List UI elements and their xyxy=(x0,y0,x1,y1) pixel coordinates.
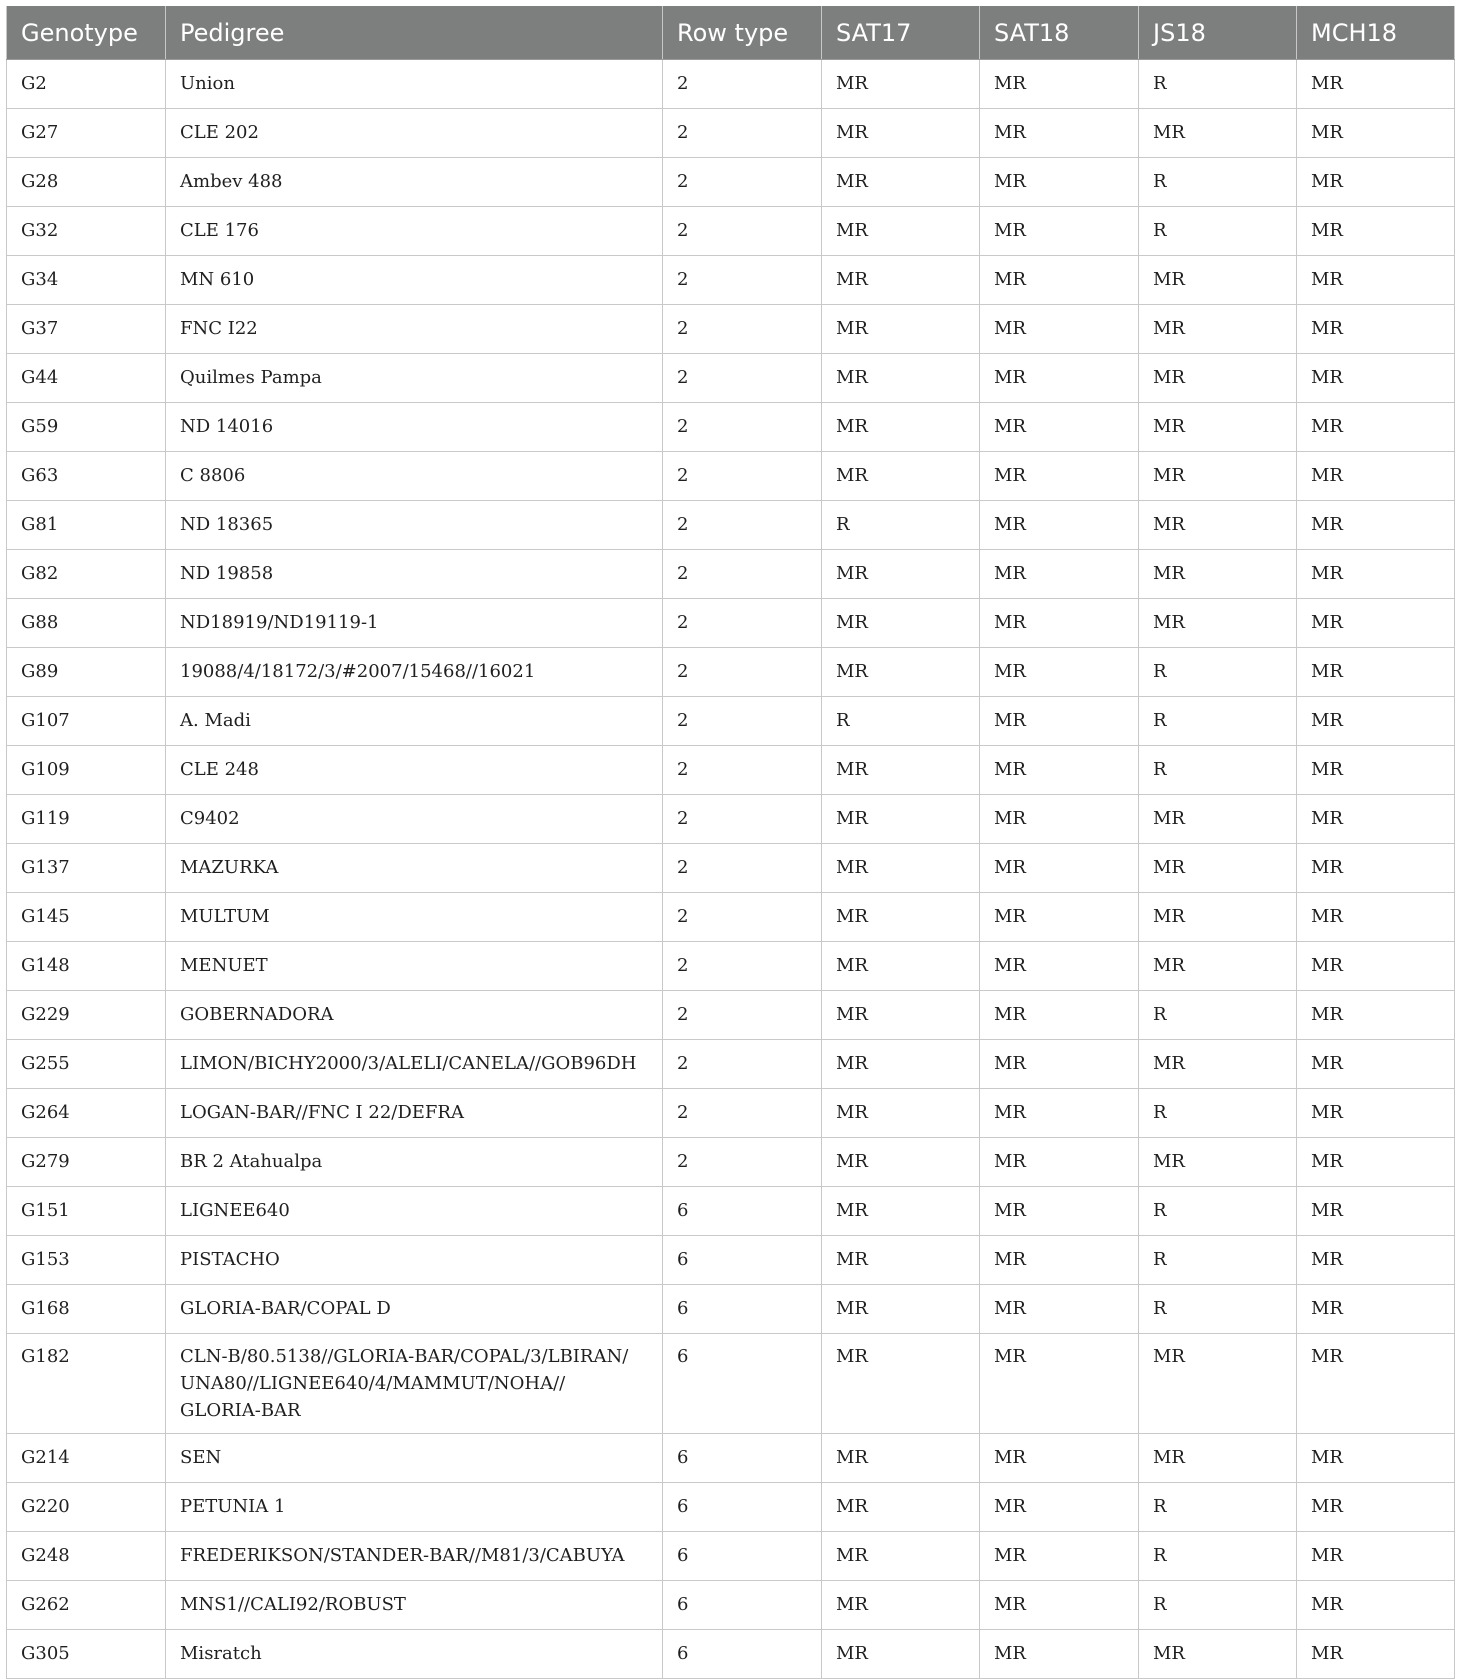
cell-row-type: 2 xyxy=(663,795,822,844)
table-header-row xyxy=(7,6,1455,60)
cell-sat17: MR xyxy=(822,207,980,256)
cell-mch18: MR xyxy=(1297,1089,1455,1138)
table-row xyxy=(7,1532,1455,1581)
cell-sat18: MR xyxy=(980,1138,1139,1187)
cell-genotype: G305 xyxy=(7,1630,166,1679)
cell-pedigree: LIMON/BICHY2000/3/ALELI/CANELA//GOB96DH xyxy=(166,1040,663,1089)
cell-pedigree: C9402 xyxy=(166,795,663,844)
cell-sat17: MR xyxy=(822,942,980,991)
cell-row-type: 6 xyxy=(663,1334,822,1434)
cell-sat17: MR xyxy=(822,1285,980,1334)
table-row xyxy=(7,1285,1455,1334)
table-row xyxy=(7,1630,1455,1679)
cell-mch18: MR xyxy=(1297,60,1455,109)
cell-pedigree: MENUET xyxy=(166,942,663,991)
table-row xyxy=(7,1040,1455,1089)
cell-js18: MR xyxy=(1139,1334,1297,1434)
cell-pedigree: CLE 202 xyxy=(166,109,663,158)
cell-pedigree: MNS1//CALI92/ROBUST xyxy=(166,1581,663,1630)
cell-sat17: MR xyxy=(822,305,980,354)
cell-sat18: MR xyxy=(980,1236,1139,1285)
header-sat18: SAT18 xyxy=(980,6,1139,60)
cell-js18: MR xyxy=(1139,256,1297,305)
cell-pedigree: FNC I22 xyxy=(166,305,663,354)
table-row xyxy=(7,1236,1455,1285)
table-row xyxy=(7,158,1455,207)
cell-js18: MR xyxy=(1139,1434,1297,1483)
cell-pedigree: ND 18365 xyxy=(166,501,663,550)
cell-mch18: MR xyxy=(1297,1581,1455,1630)
cell-sat18: MR xyxy=(980,1334,1139,1434)
table-row xyxy=(7,991,1455,1040)
cell-mch18: MR xyxy=(1297,158,1455,207)
cell-sat17: MR xyxy=(822,109,980,158)
cell-row-type: 6 xyxy=(663,1285,822,1334)
cell-mch18: MR xyxy=(1297,795,1455,844)
cell-row-type: 2 xyxy=(663,256,822,305)
cell-row-type: 2 xyxy=(663,648,822,697)
table-row xyxy=(7,452,1455,501)
header-genotype: Genotype xyxy=(7,6,166,60)
cell-js18: R xyxy=(1139,697,1297,746)
table-row xyxy=(7,207,1455,256)
pedigree-line: GLORIA-BAR xyxy=(180,1400,301,1421)
cell-row-type: 6 xyxy=(663,1483,822,1532)
cell-js18: R xyxy=(1139,1187,1297,1236)
cell-js18: R xyxy=(1139,1236,1297,1285)
table-row xyxy=(7,746,1455,795)
cell-genotype: G28 xyxy=(7,158,166,207)
cell-pedigree: Ambev 488 xyxy=(166,158,663,207)
table-row xyxy=(7,697,1455,746)
cell-genotype: G168 xyxy=(7,1285,166,1334)
cell-sat18: MR xyxy=(980,942,1139,991)
table-row xyxy=(7,109,1455,158)
cell-sat18: MR xyxy=(980,452,1139,501)
cell-sat17: MR xyxy=(822,256,980,305)
table-row xyxy=(7,1089,1455,1138)
cell-sat17: MR xyxy=(822,1138,980,1187)
cell-mch18: MR xyxy=(1297,109,1455,158)
cell-js18: MR xyxy=(1139,795,1297,844)
cell-js18: MR xyxy=(1139,893,1297,942)
cell-js18: R xyxy=(1139,158,1297,207)
cell-genotype: G220 xyxy=(7,1483,166,1532)
cell-sat17: MR xyxy=(822,991,980,1040)
cell-mch18: MR xyxy=(1297,844,1455,893)
cell-sat18: MR xyxy=(980,599,1139,648)
cell-sat18: MR xyxy=(980,550,1139,599)
cell-sat17: MR xyxy=(822,1581,980,1630)
header-js18: JS18 xyxy=(1139,6,1297,60)
cell-mch18: MR xyxy=(1297,1236,1455,1285)
cell-sat18: MR xyxy=(980,207,1139,256)
cell-sat18: MR xyxy=(980,991,1139,1040)
cell-js18: MR xyxy=(1139,501,1297,550)
cell-row-type: 2 xyxy=(663,1138,822,1187)
cell-sat17: MR xyxy=(822,746,980,795)
cell-sat17: MR xyxy=(822,1483,980,1532)
cell-genotype: G255 xyxy=(7,1040,166,1089)
pedigree-line: UNA80//LIGNEE640/4/MAMMUT/NOHA// xyxy=(180,1373,566,1394)
resistance-table-container xyxy=(6,6,1454,1679)
cell-pedigree: MAZURKA xyxy=(166,844,663,893)
cell-genotype: G151 xyxy=(7,1187,166,1236)
cell-row-type: 6 xyxy=(663,1581,822,1630)
cell-sat18: MR xyxy=(980,354,1139,403)
cell-js18: R xyxy=(1139,207,1297,256)
cell-row-type: 2 xyxy=(663,1089,822,1138)
cell-js18: MR xyxy=(1139,403,1297,452)
cell-genotype: G81 xyxy=(7,501,166,550)
cell-pedigree: LIGNEE640 xyxy=(166,1187,663,1236)
cell-row-type: 2 xyxy=(663,550,822,599)
cell-pedigree: ND18919/ND19119-1 xyxy=(166,599,663,648)
cell-row-type: 2 xyxy=(663,305,822,354)
cell-sat18: MR xyxy=(980,501,1139,550)
cell-genotype: G248 xyxy=(7,1532,166,1581)
cell-js18: R xyxy=(1139,1285,1297,1334)
header-mch18: MCH18 xyxy=(1297,6,1455,60)
cell-mch18: MR xyxy=(1297,550,1455,599)
cell-sat17: MR xyxy=(822,1040,980,1089)
cell-row-type: 6 xyxy=(663,1236,822,1285)
cell-genotype: G182 xyxy=(7,1334,166,1434)
cell-pedigree: SEN xyxy=(166,1434,663,1483)
cell-js18: R xyxy=(1139,1532,1297,1581)
table-body xyxy=(7,60,1455,1679)
cell-js18: R xyxy=(1139,1581,1297,1630)
cell-js18: R xyxy=(1139,1483,1297,1532)
cell-pedigree: Quilmes Pampa xyxy=(166,354,663,403)
cell-js18: MR xyxy=(1139,1630,1297,1679)
cell-row-type: 2 xyxy=(663,991,822,1040)
cell-genotype: G214 xyxy=(7,1434,166,1483)
cell-sat17: MR xyxy=(822,158,980,207)
header-pedigree: Pedigree xyxy=(166,6,663,60)
cell-pedigree: LOGAN-BAR//FNC I 22/DEFRA xyxy=(166,1089,663,1138)
cell-row-type: 2 xyxy=(663,452,822,501)
cell-mch18: MR xyxy=(1297,893,1455,942)
cell-pedigree xyxy=(166,1334,663,1434)
cell-row-type: 2 xyxy=(663,1040,822,1089)
cell-row-type: 6 xyxy=(663,1187,822,1236)
cell-sat18: MR xyxy=(980,158,1139,207)
cell-sat18: MR xyxy=(980,305,1139,354)
table-row xyxy=(7,1581,1455,1630)
cell-mch18: MR xyxy=(1297,648,1455,697)
cell-row-type: 6 xyxy=(663,1532,822,1581)
cell-pedigree: GOBERNADORA xyxy=(166,991,663,1040)
cell-pedigree: BR 2 Atahualpa xyxy=(166,1138,663,1187)
cell-genotype: G153 xyxy=(7,1236,166,1285)
cell-sat18: MR xyxy=(980,893,1139,942)
cell-mch18: MR xyxy=(1297,403,1455,452)
cell-row-type: 2 xyxy=(663,403,822,452)
cell-sat17: MR xyxy=(822,550,980,599)
cell-sat18: MR xyxy=(980,795,1139,844)
table-row xyxy=(7,501,1455,550)
cell-sat18: MR xyxy=(980,746,1139,795)
cell-pedigree: MN 610 xyxy=(166,256,663,305)
header-sat17: SAT17 xyxy=(822,6,980,60)
cell-js18: R xyxy=(1139,746,1297,795)
resistance-table xyxy=(6,6,1455,1679)
cell-sat17: MR xyxy=(822,403,980,452)
table-row xyxy=(7,1138,1455,1187)
cell-sat18: MR xyxy=(980,1581,1139,1630)
cell-sat18: MR xyxy=(980,256,1139,305)
cell-mch18: MR xyxy=(1297,256,1455,305)
cell-row-type: 2 xyxy=(663,158,822,207)
cell-sat18: MR xyxy=(980,1040,1139,1089)
cell-pedigree: C 8806 xyxy=(166,452,663,501)
cell-sat18: MR xyxy=(980,844,1139,893)
cell-mch18: MR xyxy=(1297,599,1455,648)
cell-js18: R xyxy=(1139,991,1297,1040)
table-row xyxy=(7,1483,1455,1532)
cell-sat18: MR xyxy=(980,1285,1139,1334)
cell-row-type: 2 xyxy=(663,942,822,991)
table-row xyxy=(7,305,1455,354)
cell-sat17: MR xyxy=(822,844,980,893)
cell-sat17: MR xyxy=(822,354,980,403)
cell-sat17: MR xyxy=(822,1630,980,1679)
cell-mch18: MR xyxy=(1297,697,1455,746)
table-row xyxy=(7,844,1455,893)
cell-sat18: MR xyxy=(980,60,1139,109)
cell-pedigree: Misratch xyxy=(166,1630,663,1679)
cell-row-type: 6 xyxy=(663,1630,822,1679)
cell-pedigree: FREDERIKSON/STANDER-BAR//M81/3/CABUYA xyxy=(166,1532,663,1581)
cell-pedigree: A. Madi xyxy=(166,697,663,746)
cell-genotype: G229 xyxy=(7,991,166,1040)
cell-sat17: R xyxy=(822,697,980,746)
cell-genotype: G37 xyxy=(7,305,166,354)
cell-js18: MR xyxy=(1139,942,1297,991)
cell-pedigree: PISTACHO xyxy=(166,1236,663,1285)
cell-js18: R xyxy=(1139,648,1297,697)
cell-row-type: 2 xyxy=(663,844,822,893)
cell-genotype: G44 xyxy=(7,354,166,403)
table-row xyxy=(7,893,1455,942)
cell-genotype: G145 xyxy=(7,893,166,942)
cell-js18: MR xyxy=(1139,599,1297,648)
table-row xyxy=(7,599,1455,648)
cell-pedigree: MULTUM xyxy=(166,893,663,942)
cell-sat18: MR xyxy=(980,403,1139,452)
cell-genotype: G279 xyxy=(7,1138,166,1187)
cell-js18: MR xyxy=(1139,1040,1297,1089)
cell-row-type: 2 xyxy=(663,893,822,942)
cell-genotype: G27 xyxy=(7,109,166,158)
cell-mch18: MR xyxy=(1297,501,1455,550)
table-row xyxy=(7,256,1455,305)
cell-pedigree: CLE 248 xyxy=(166,746,663,795)
cell-mch18: MR xyxy=(1297,1630,1455,1679)
cell-genotype: G82 xyxy=(7,550,166,599)
cell-mch18: MR xyxy=(1297,207,1455,256)
cell-js18: MR xyxy=(1139,844,1297,893)
cell-genotype: G59 xyxy=(7,403,166,452)
cell-genotype: G89 xyxy=(7,648,166,697)
cell-sat17: R xyxy=(822,501,980,550)
cell-row-type: 2 xyxy=(663,599,822,648)
cell-row-type: 2 xyxy=(663,354,822,403)
cell-js18: MR xyxy=(1139,305,1297,354)
table-row xyxy=(7,942,1455,991)
cell-pedigree: PETUNIA 1 xyxy=(166,1483,663,1532)
cell-sat18: MR xyxy=(980,1630,1139,1679)
table-row xyxy=(7,403,1455,452)
cell-row-type: 2 xyxy=(663,746,822,795)
cell-mch18: MR xyxy=(1297,305,1455,354)
cell-js18: MR xyxy=(1139,452,1297,501)
cell-genotype: G109 xyxy=(7,746,166,795)
cell-genotype: G137 xyxy=(7,844,166,893)
cell-genotype: G264 xyxy=(7,1089,166,1138)
cell-genotype: G32 xyxy=(7,207,166,256)
cell-mch18: MR xyxy=(1297,1187,1455,1236)
cell-genotype: G148 xyxy=(7,942,166,991)
cell-genotype: G2 xyxy=(7,60,166,109)
cell-mch18: MR xyxy=(1297,746,1455,795)
cell-genotype: G107 xyxy=(7,697,166,746)
cell-genotype: G34 xyxy=(7,256,166,305)
cell-sat17: MR xyxy=(822,1532,980,1581)
cell-genotype: G262 xyxy=(7,1581,166,1630)
table-row xyxy=(7,795,1455,844)
cell-sat18: MR xyxy=(980,1532,1139,1581)
cell-sat18: MR xyxy=(980,1434,1139,1483)
pedigree-line: CLN-B/80.5138//GLORIA-BAR/COPAL/3/LBIRAN/ xyxy=(180,1346,629,1367)
cell-mch18: MR xyxy=(1297,1040,1455,1089)
cell-genotype: G119 xyxy=(7,795,166,844)
cell-mch18: MR xyxy=(1297,354,1455,403)
cell-sat18: MR xyxy=(980,109,1139,158)
cell-pedigree: ND 19858 xyxy=(166,550,663,599)
cell-js18: R xyxy=(1139,60,1297,109)
cell-sat18: MR xyxy=(980,1187,1139,1236)
cell-sat18: MR xyxy=(980,648,1139,697)
cell-sat17: MR xyxy=(822,60,980,109)
cell-pedigree: ND 14016 xyxy=(166,403,663,452)
cell-genotype: G63 xyxy=(7,452,166,501)
cell-js18: MR xyxy=(1139,109,1297,158)
table-row xyxy=(7,1334,1455,1434)
cell-sat18: MR xyxy=(980,1089,1139,1138)
cell-js18: R xyxy=(1139,1089,1297,1138)
cell-sat17: MR xyxy=(822,893,980,942)
cell-sat18: MR xyxy=(980,697,1139,746)
cell-row-type: 2 xyxy=(663,697,822,746)
cell-sat17: MR xyxy=(822,1236,980,1285)
cell-sat18: MR xyxy=(980,1483,1139,1532)
cell-sat17: MR xyxy=(822,1187,980,1236)
table-row xyxy=(7,354,1455,403)
cell-sat17: MR xyxy=(822,648,980,697)
cell-row-type: 2 xyxy=(663,501,822,550)
cell-sat17: MR xyxy=(822,1089,980,1138)
cell-sat17: MR xyxy=(822,1434,980,1483)
cell-row-type: 6 xyxy=(663,1434,822,1483)
cell-mch18: MR xyxy=(1297,991,1455,1040)
cell-sat17: MR xyxy=(822,452,980,501)
cell-row-type: 2 xyxy=(663,207,822,256)
table-row xyxy=(7,1434,1455,1483)
cell-mch18: MR xyxy=(1297,1138,1455,1187)
cell-sat17: MR xyxy=(822,599,980,648)
cell-mch18: MR xyxy=(1297,1483,1455,1532)
cell-mch18: MR xyxy=(1297,1334,1455,1434)
cell-pedigree: Union xyxy=(166,60,663,109)
cell-sat17: MR xyxy=(822,795,980,844)
cell-mch18: MR xyxy=(1297,1434,1455,1483)
cell-pedigree: CLE 176 xyxy=(166,207,663,256)
cell-pedigree: 19088/4/18172/3/#2007/15468//16021 xyxy=(166,648,663,697)
table-row xyxy=(7,648,1455,697)
cell-js18: MR xyxy=(1139,550,1297,599)
table-row xyxy=(7,550,1455,599)
cell-row-type: 2 xyxy=(663,60,822,109)
cell-genotype: G88 xyxy=(7,599,166,648)
cell-pedigree: GLORIA-BAR/COPAL D xyxy=(166,1285,663,1334)
cell-mch18: MR xyxy=(1297,942,1455,991)
header-row-type: Row type xyxy=(663,6,822,60)
cell-mch18: MR xyxy=(1297,1285,1455,1334)
cell-sat17: MR xyxy=(822,1334,980,1434)
cell-js18: MR xyxy=(1139,1138,1297,1187)
cell-js18: MR xyxy=(1139,354,1297,403)
cell-mch18: MR xyxy=(1297,1532,1455,1581)
table-row xyxy=(7,60,1455,109)
cell-mch18: MR xyxy=(1297,452,1455,501)
table-row xyxy=(7,1187,1455,1236)
cell-row-type: 2 xyxy=(663,109,822,158)
